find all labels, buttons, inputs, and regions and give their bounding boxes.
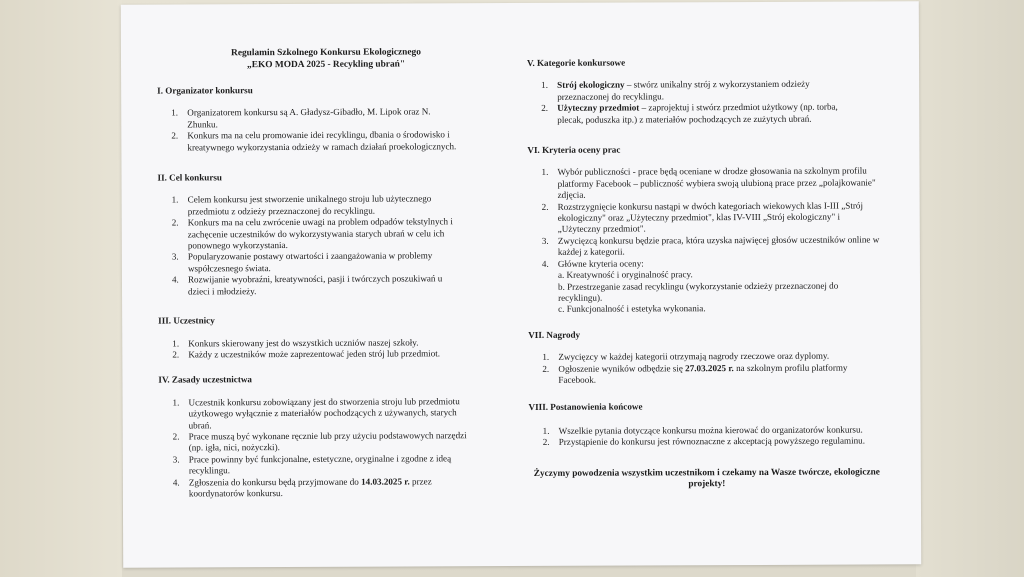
list-item: 2. Każdy z uczestników może zaprezentować jeden strój lub przedmiot. (172, 348, 441, 360)
list-item: 3. Zwycięzcą konkursu będzie praca, która uzyska najwięcej głosów uczestników online w każdej z kategorii. (541, 234, 880, 258)
section-heading: VIII. Postanowienia końcowe (528, 401, 643, 413)
section-participants (158, 314, 496, 361)
list-item: 2. Prace muszą być wykonane ręcznie lub przy użyciu podstawowych narzędzi (np. igła, nici, nożyczki). (172, 430, 467, 453)
criteria-sublist (528, 269, 880, 316)
deadline-date: 14.03.2025 r. (361, 476, 410, 487)
section-heading: II. Cel konkursu (157, 172, 223, 183)
wall-left (0, 0, 122, 577)
section-heading: VI. Kryteria oceny prac (527, 144, 621, 156)
section-goal (158, 171, 497, 298)
list-item: 2. Konkurs ma na celu zwrócenie uwagi na problem odpadów tekstylnych i zachęcenie uczestników do wykorzystywania starych ubrań w celu ich ponownego wykorzystania. (171, 216, 453, 251)
list-item: 3. Prace powinny być funkcjonalne, estetyczne, oryginalne i zgodne z ideą recyklingu. (172, 453, 452, 476)
list-item: 3. Popularyzowanie postawy otwartości i zaangażowania w problemy współczesnego świata. (171, 250, 433, 274)
section-organizer (157, 84, 495, 154)
list-item: 1. Konkurs skierowany jest do wszystkich uczniów naszej szkoły. (172, 336, 419, 349)
list-item: 2. Konkurs ma na celu promowanie idei recyklingu, dbania o środowisko i kreatywnego wykorzystania odzieży w ramach działań proekologicznych. (171, 129, 457, 153)
wall-right (916, 0, 1024, 577)
list-item: 4. Główne kryteria oceny: (541, 258, 644, 269)
category-name: Użyteczny przedmiot (557, 102, 640, 114)
list-item: 1. Wybór publiczności - prace będą oceniane w drodze głosowania na szkolnym profilu platformy Facebook – publiczność wybiera swoją ulubioną prace przez „polajkowanie" zdjęcia. (541, 165, 876, 201)
section-heading: V. Kategorie konkursowe (527, 57, 626, 68)
criteria-subitem: a. Kreatywność i oryginalność pracy. (557, 269, 693, 280)
closing-message: Życzymy powodzenia wszystkim uczestnikom i czekamy na Wasze twórcze, ekologiczne projekty! (533, 466, 880, 490)
regulation-sheet (121, 1, 921, 567)
section-heading: III. Uczestnicy (158, 315, 215, 326)
section-criteria (527, 143, 884, 315)
results-date: 27.03.2025 r. (685, 362, 734, 373)
list-item: 1. Celem konkursu jest stworzenie unikalnego stroju lub użytecznego przedmiotu z odzieży przeznaczonej do recyklingu. (171, 193, 432, 217)
criteria-subitem: b. Przestrzeganie zasad recyklingu (wykorzystanie odzieży przeznaczonej do recyklingu). (557, 280, 839, 303)
right-column (527, 1, 885, 491)
list-item: 4. Zgłoszenia do konkursu będą przyjmowane do 14.03.2025 r. przez koordynatorów konkursu. (172, 475, 432, 499)
title-line-1: Regulamin Szkolnego Konkursu Ekologicznego (231, 47, 421, 59)
section-prizes (528, 328, 884, 386)
list-item: 2. Użyteczny przedmiot – zaprojektuj i stwórz przedmiot użytkowy (np. torba, plecak, poduszka itp.) z materiałów pochodzących ze zużytych ubrań. (541, 101, 838, 125)
list-item: 1. Zwycięzcy w każdej kategorii otrzymają nagrody rzeczowe oraz dyplomy. (542, 350, 830, 363)
section-rules (158, 373, 497, 500)
section-heading: I. Organizator konkursu (157, 85, 253, 96)
section-heading: VII. Nagrody (528, 329, 581, 340)
left-column (157, 3, 497, 500)
category-name: Strój ekologiczny (557, 79, 625, 91)
list-item: 1. Strój ekologiczny – stwórz unikalny strój z wykorzystaniem odzieży przeznaczonej do recyklingu. (541, 79, 810, 102)
section-categories (527, 56, 883, 126)
list-item: 2. Rozstrzygnięcie konkursu nastąpi w dwóch kategoriach wiekowych klas I-III „Strój ekologiczny" oraz „Użyteczny przedmiot", klas IV-VIII „Strój ekologiczny" i „Użyteczny przedmiot". (541, 200, 863, 235)
list-item: 4. Rozwijanie wyobraźni, kreatywności, pasji i twórczych poszukiwań u dzieci i młodzieży. (171, 273, 443, 297)
section-heading: IV. Zasady uczestnictwa (158, 374, 252, 385)
criteria-subitem: c. Funkcjonalność i estetyka wykonania. (558, 303, 706, 315)
section-final-provisions (529, 401, 885, 449)
title-line-2: „EKO MODA 2025 - Recykling ubrań" (246, 59, 406, 70)
list-item: 1. Organizatorem konkursu są A. Gładysz-Gibadło, M. Lipok oraz N. Zhunku. (171, 106, 431, 130)
list-item: 2. Ogłoszenie wyników odbędzie się 27.03.2025 r. na szkolnym profilu platformy Facebook. (542, 362, 848, 385)
list-item: 1. Uczestnik konkursu zobowiązany jest do stworzenia stroju lub przedmiotu użytkowego wyłącznie z materiałów pochodzących z używanych, starych ubrań. (172, 395, 460, 430)
list-item: 2. Przystąpienie do konkursu jest równoznaczne z akceptacją powyższego regulaminu. (542, 435, 866, 448)
list-item: 1. Wszelkie pytania dotyczące konkursu można kierować do organizatorów konkursu. (542, 424, 863, 436)
document-title (157, 47, 495, 71)
